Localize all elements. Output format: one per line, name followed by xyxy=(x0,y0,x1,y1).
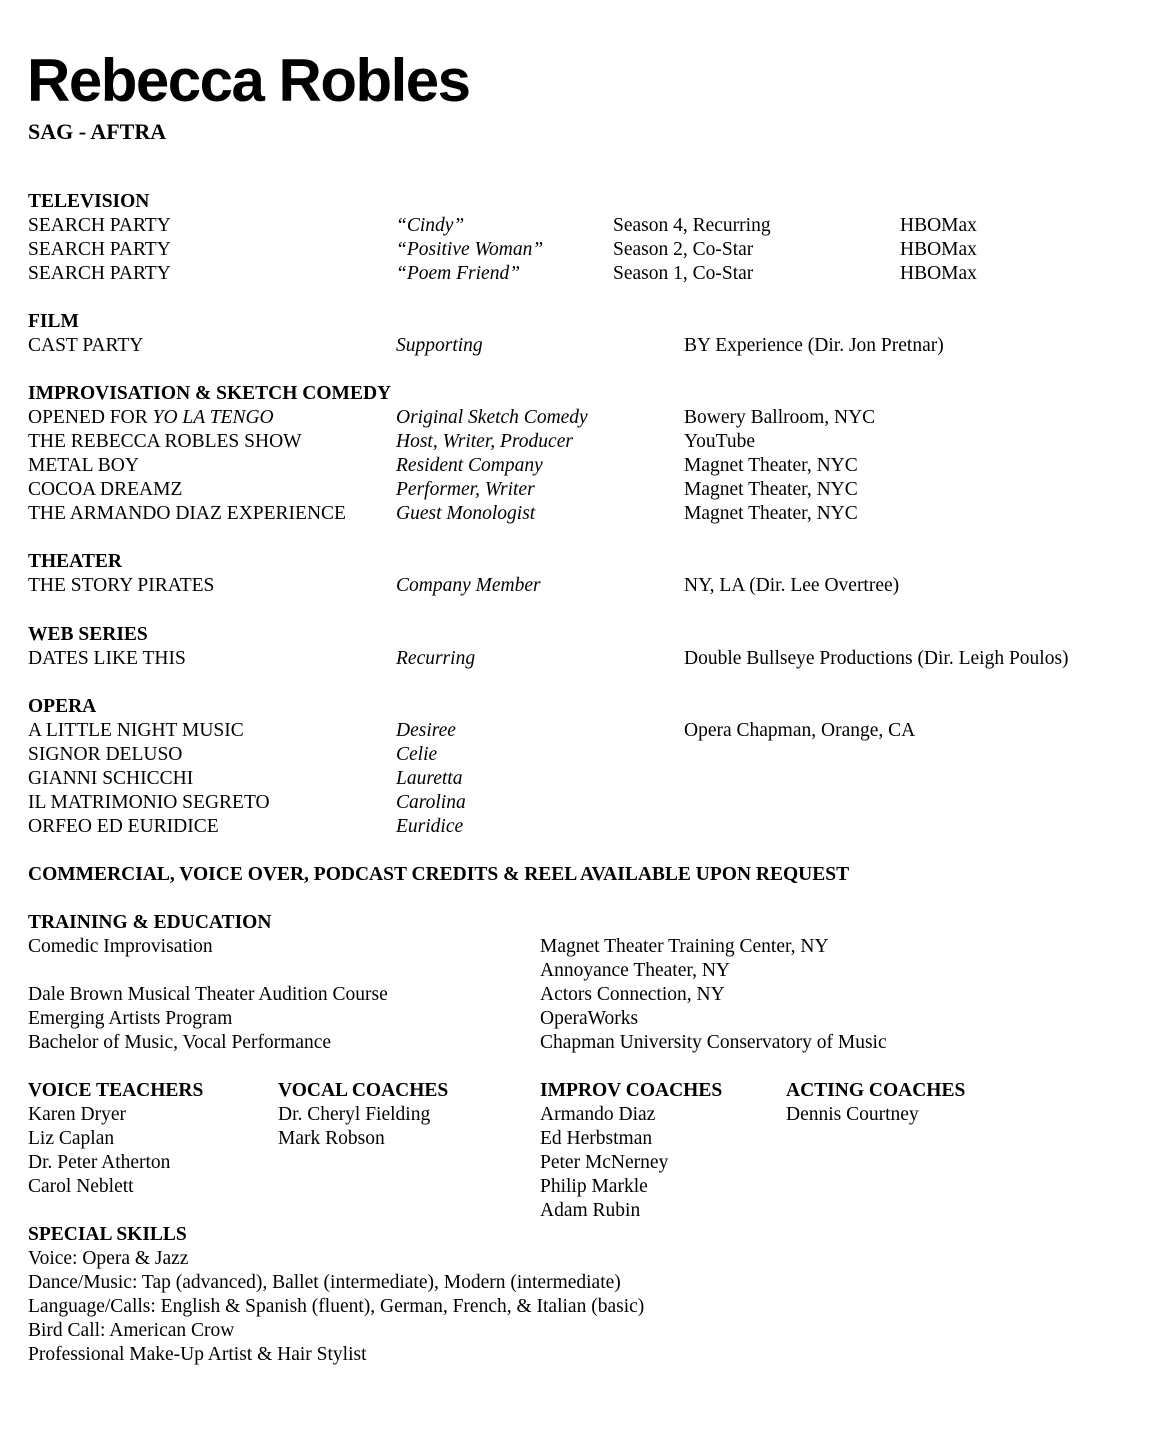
theater-section xyxy=(28,550,1148,598)
course: Comedic Improvisation xyxy=(28,936,213,957)
vocal-coaches-heading: VOCAL COACHES xyxy=(278,1080,449,1101)
credit: Season 2, Co-Star xyxy=(613,239,754,260)
credit-row xyxy=(28,502,1148,526)
actor-name: Rebecca Robles xyxy=(27,47,470,114)
section-heading: THEATER xyxy=(28,551,122,572)
credits-notice xyxy=(28,863,1148,887)
credit-row xyxy=(28,262,1148,286)
credit-row xyxy=(28,767,1148,791)
voice-teachers-heading: VOICE TEACHERS xyxy=(28,1080,204,1101)
training-row xyxy=(28,935,1148,959)
section-heading: IMPROVISATION & SKETCH COMEDY xyxy=(28,383,392,404)
film-title: CAST PARTY xyxy=(28,335,144,356)
show-title: SEARCH PARTY xyxy=(28,263,171,284)
credit-row xyxy=(28,719,1148,743)
venue: Magnet Theater, NYC xyxy=(684,479,858,500)
school: OperaWorks xyxy=(540,1008,639,1029)
school: Annoyance Theater, NY xyxy=(540,960,730,981)
credit-row xyxy=(28,647,1148,671)
coaches-row xyxy=(28,1127,1148,1151)
coaches-row xyxy=(28,1151,1148,1175)
role: Celie xyxy=(396,744,438,765)
acting-coaches-heading: ACTING COACHES xyxy=(786,1080,966,1101)
skill-item: Dance/Music: Tap (advanced), Ballet (intermediate), Modern (intermediate) xyxy=(28,1272,621,1293)
credit-row xyxy=(28,238,1148,262)
course: Dale Brown Musical Theater Audition Course xyxy=(28,984,388,1005)
section-heading: OPERA xyxy=(28,696,97,717)
role: Performer, Writer xyxy=(396,479,535,500)
section-heading: FILM xyxy=(28,311,79,332)
role: “Positive Woman” xyxy=(396,239,544,260)
show-title: OPENED FOR YO LA TENGO xyxy=(28,407,274,428)
notice-text: COMMERCIAL, VOICE OVER, PODCAST CREDITS & REEL AVAILABLE UPON REQUEST xyxy=(28,864,850,885)
role: Desiree xyxy=(396,720,456,741)
coaches-row xyxy=(28,1175,1148,1199)
venue: Magnet Theater, NYC xyxy=(684,503,858,524)
coaches-section xyxy=(28,1079,1148,1223)
improv-coaches-heading: IMPROV COACHES xyxy=(540,1080,723,1101)
show-title: SEARCH PARTY xyxy=(28,215,171,236)
opera-title: ORFEO ED EURIDICE xyxy=(28,816,219,837)
show-title: DATES LIKE THIS xyxy=(28,648,186,669)
role: Supporting xyxy=(396,335,483,356)
school: Actors Connection, NY xyxy=(540,984,725,1005)
coaches-headings xyxy=(28,1079,1148,1103)
role: “Poem Friend” xyxy=(396,263,521,284)
voice-teacher: Carol Neblett xyxy=(28,1176,134,1197)
opera-title: IL MATRIMONIO SEGRETO xyxy=(28,792,270,813)
credit-row xyxy=(28,334,1148,358)
show-title: COCOA DREAMZ xyxy=(28,479,183,500)
role: “Cindy” xyxy=(396,215,465,236)
section-heading: TELEVISION xyxy=(28,191,150,212)
network: HBOMax xyxy=(900,215,977,236)
credit-row xyxy=(28,430,1148,454)
school: Chapman University Conservatory of Music xyxy=(540,1032,887,1053)
vocal-coach: Mark Robson xyxy=(278,1128,385,1149)
venue: BY Experience (Dir. Jon Pretnar) xyxy=(684,335,944,356)
training-row xyxy=(28,1007,1148,1031)
training-row xyxy=(28,983,1148,1007)
opera-title: GIANNI SCHICCHI xyxy=(28,768,194,789)
improv-coach: Peter McNerney xyxy=(540,1152,669,1173)
role: Guest Monologist xyxy=(396,503,536,524)
training-row xyxy=(28,959,1148,983)
section-heading: WEB SERIES xyxy=(28,624,148,645)
role: Lauretta xyxy=(396,768,463,789)
opera-title: A LITTLE NIGHT MUSIC xyxy=(28,720,244,741)
show-title: METAL BOY xyxy=(28,455,139,476)
network: HBOMax xyxy=(900,239,977,260)
vocal-coach: Dr. Cheryl Fielding xyxy=(278,1104,431,1125)
role: Host, Writer, Producer xyxy=(396,431,573,452)
coaches-row xyxy=(28,1199,1148,1223)
school: Magnet Theater Training Center, NY xyxy=(540,936,829,957)
show-title: THE ARMANDO DIAZ EXPERIENCE xyxy=(28,503,346,524)
course: Emerging Artists Program xyxy=(28,1008,233,1029)
skill-item: Language/Calls: English & Spanish (fluent), German, French, & Italian (basic) xyxy=(28,1296,645,1317)
course: Bachelor of Music, Vocal Performance xyxy=(28,1032,332,1053)
venue: YouTube xyxy=(684,431,756,452)
credit-row xyxy=(28,214,1148,238)
improv-coach: Philip Markle xyxy=(540,1176,648,1197)
credit-row xyxy=(28,406,1148,430)
venue: Bowery Ballroom, NYC xyxy=(684,407,876,428)
section-heading: SPECIAL SKILLS xyxy=(28,1224,187,1245)
credit-row xyxy=(28,574,1148,598)
venue: Magnet Theater, NYC xyxy=(684,455,858,476)
show-title: THE REBECCA ROBLES SHOW xyxy=(28,431,302,452)
improv-coach: Armando Diaz xyxy=(540,1104,656,1125)
section-heading: TRAINING & EDUCATION xyxy=(28,912,272,933)
role: Company Member xyxy=(396,575,541,596)
training-row xyxy=(28,1031,1148,1055)
skill-item: Bird Call: American Crow xyxy=(28,1320,235,1341)
role: Original Sketch Comedy xyxy=(396,407,588,428)
credit-row xyxy=(28,454,1148,478)
credit: Season 4, Recurring xyxy=(613,215,771,236)
film-section xyxy=(28,310,1148,358)
improv-coach: Adam Rubin xyxy=(540,1200,641,1221)
television-section xyxy=(28,190,1148,286)
role: Euridice xyxy=(396,816,464,837)
credit: Season 1, Co-Star xyxy=(613,263,754,284)
role: Resident Company xyxy=(396,455,543,476)
venue: Double Bullseye Productions (Dir. Leigh Poulos) xyxy=(684,648,1069,669)
credit-row xyxy=(28,815,1148,839)
show-title: THE STORY PIRATES xyxy=(28,575,215,596)
network: HBOMax xyxy=(900,263,977,284)
voice-teacher: Dr. Peter Atherton xyxy=(28,1152,171,1173)
improv-coach: Ed Herbstman xyxy=(540,1128,653,1149)
special-skills-section xyxy=(28,1223,1148,1367)
opera-title: SIGNOR DELUSO xyxy=(28,744,183,765)
role: Carolina xyxy=(396,792,466,813)
credit-row xyxy=(28,743,1148,767)
opera-section xyxy=(28,695,1148,839)
coaches-row xyxy=(28,1103,1148,1127)
voice-teacher: Karen Dryer xyxy=(28,1104,126,1125)
voice-teacher: Liz Caplan xyxy=(28,1128,115,1149)
improv-section xyxy=(28,382,1148,526)
union-affiliation: SAG - AFTRA xyxy=(28,119,167,144)
skill-item: Professional Make-Up Artist & Hair Stylist xyxy=(28,1344,367,1365)
show-title: SEARCH PARTY xyxy=(28,239,171,260)
venue: NY, LA (Dir. Lee Overtree) xyxy=(684,575,900,596)
credit-row xyxy=(28,478,1148,502)
venue: Opera Chapman, Orange, CA xyxy=(684,720,916,741)
credit-row xyxy=(28,791,1148,815)
acting-coach: Dennis Courtney xyxy=(786,1104,919,1125)
role: Recurring xyxy=(396,648,476,669)
web-series-section xyxy=(28,623,1148,671)
skill-item: Voice: Opera & Jazz xyxy=(28,1248,189,1269)
training-section xyxy=(28,911,1148,1055)
